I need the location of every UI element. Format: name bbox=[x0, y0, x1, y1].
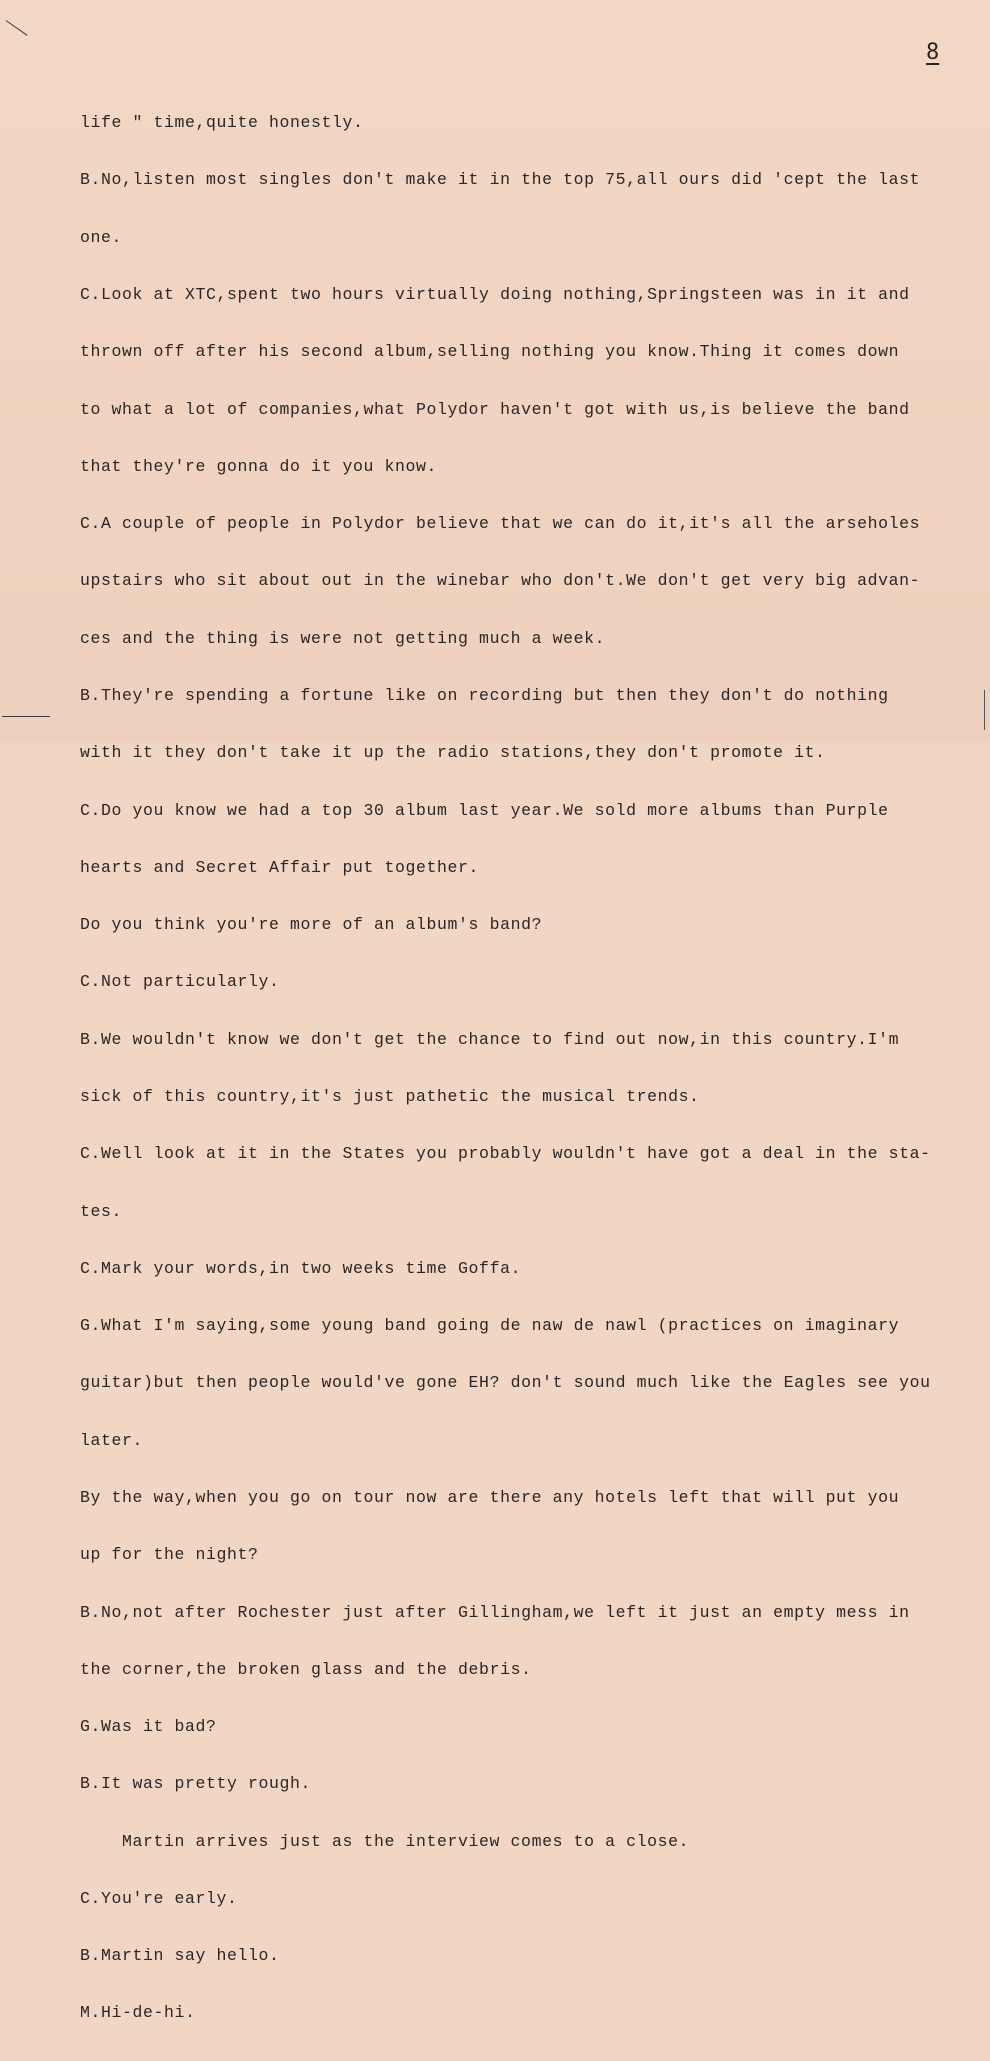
margin-dash-mark bbox=[2, 716, 50, 717]
text-line: to what a lot of companies,what Polydor haven't got with us,is believe the band bbox=[80, 399, 910, 419]
text-line: thrown off after his second album,selling nothing you know.Thing it comes down bbox=[80, 342, 900, 362]
text-line: with it they don't take it up the radio stations,they don't promote it. bbox=[80, 743, 826, 763]
text-line: By the way,when you go on tour now are there any hotels left that will put you bbox=[80, 1487, 900, 1507]
text-line: sick of this country,it's just pathetic the musical trends. bbox=[80, 1086, 700, 1106]
stage-direction-line: Martin arrives just as the interview comes to a close. bbox=[122, 1831, 690, 1851]
page-number: 8 bbox=[926, 40, 940, 65]
pencil-mark bbox=[6, 20, 28, 36]
text-line: C.Do you know we had a top 30 album last year.We sold more albums than Purple bbox=[80, 800, 889, 820]
text-line: one. bbox=[80, 227, 123, 247]
text-line: hearts and Secret Affair put together. bbox=[80, 857, 480, 877]
text-line: C.Not particularly. bbox=[80, 972, 280, 992]
text-line: B.Martin say hello. bbox=[80, 1946, 280, 1966]
text-line: ces and the thing is were not getting much a week. bbox=[80, 628, 606, 648]
text-line: G.What I'm saying,some young band going de naw de nawl (practices on imaginary bbox=[80, 1316, 900, 1336]
text-line: B.We wouldn't know we don't get the chance to find out now,in this country.I'm bbox=[80, 1029, 900, 1049]
edge-mark bbox=[984, 690, 985, 730]
transcript-text bbox=[80, 75, 980, 2061]
text-line: that they're gonna do it you know. bbox=[80, 456, 438, 476]
text-line: B.No,listen most singles don't make it in the top 75,all ours did 'cept the last bbox=[80, 170, 921, 190]
text-line: B.They're spending a fortune like on recording but then they don't do nothing bbox=[80, 686, 889, 705]
text-line: life " time,quite honestly. bbox=[80, 113, 364, 133]
text-line: C.A couple of people in Polydor believe that we can do it,it's all the arseholes bbox=[80, 514, 921, 534]
text-line: tes. bbox=[80, 1201, 123, 1221]
text-line: M.Hi-de-hi. bbox=[80, 2003, 196, 2023]
text-line: G.Was it bad? bbox=[80, 1717, 217, 1737]
text-line: C.Look at XTC,spent two hours virtually doing nothing,Springsteen was in it and bbox=[80, 285, 910, 305]
text-line: B.It was pretty rough. bbox=[80, 1774, 312, 1794]
text-line: guitar)but then people would've gone EH? don't sound much like the Eagles see you bbox=[80, 1373, 931, 1393]
text-line: up for the night? bbox=[80, 1545, 259, 1565]
text-line: later. bbox=[80, 1430, 144, 1450]
text-line: C.Mark your words,in two weeks time Goffa. bbox=[80, 1258, 522, 1278]
text-line: Do you think you're more of an album's band? bbox=[80, 915, 543, 935]
text-line: upstairs who sit about out in the winebar who don't.We don't get very big advan- bbox=[80, 571, 921, 591]
text-line: the corner,the broken glass and the debris. bbox=[80, 1659, 532, 1679]
text-line: C.Well look at it in the States you probably wouldn't have got a deal in the sta- bbox=[80, 1144, 931, 1164]
text-line: C.You're early. bbox=[80, 1888, 238, 1908]
text-line: B.No,not after Rochester just after Gillingham,we left it just an empty mess in bbox=[80, 1602, 910, 1622]
